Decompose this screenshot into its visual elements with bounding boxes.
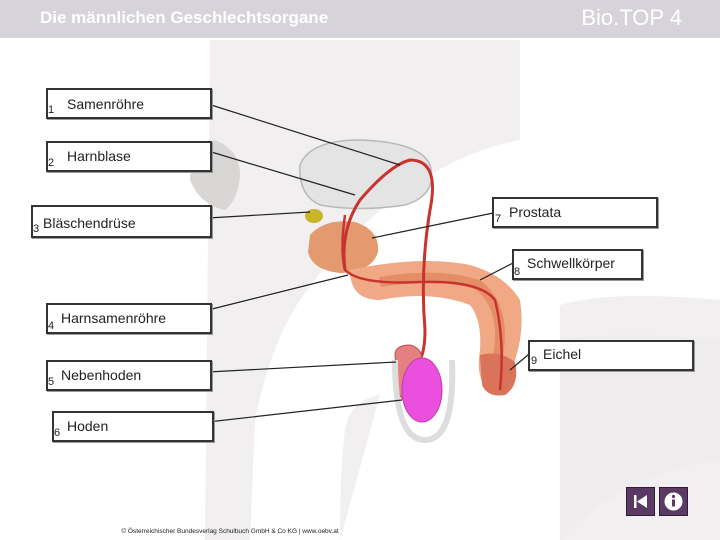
label-number-6: 6 (54, 427, 61, 439)
label-number-2: 2 (48, 157, 55, 169)
glans-shape (480, 354, 516, 396)
label-number-5: 5 (48, 376, 55, 388)
label-text-3: Bläschendrüse (43, 215, 136, 231)
label-text-1: Samenröhre (67, 96, 145, 112)
back-button[interactable] (626, 487, 655, 516)
brand-logo: Bio.TOP 4 (581, 5, 682, 30)
label-text-4: Harnsamenröhre (61, 310, 167, 326)
label-number-1: 1 (48, 104, 55, 116)
label-text-8: Schwellkörper (527, 255, 615, 271)
label-number-7: 7 (495, 213, 502, 225)
label-text-9: Eichel (543, 346, 582, 362)
leader-line-7 (372, 212, 498, 238)
info-button[interactable] (659, 487, 688, 516)
label-number-9: 9 (531, 355, 538, 367)
info-icon (660, 488, 687, 515)
label-text-6: Hoden (67, 418, 109, 434)
testis-shape (402, 358, 442, 422)
copyright-footer: © Österreichischer Bundesverlag Schulbuch GmbH & Co KG | www.oebv.at (121, 528, 339, 535)
label-text-7: Prostata (509, 204, 562, 220)
skip-back-icon (627, 488, 654, 515)
bladder-shape (300, 140, 432, 209)
label-text-2: Harnblase (67, 148, 131, 164)
label-number-4: 4 (48, 320, 55, 332)
label-text-5: Nebenhoden (61, 367, 142, 383)
label-number-3: 3 (33, 223, 40, 235)
seminal-vesicle-shape (305, 209, 323, 223)
label-number-8: 8 (514, 266, 521, 278)
page-title: Die männlichen Geschlechtsorgane (40, 8, 329, 27)
